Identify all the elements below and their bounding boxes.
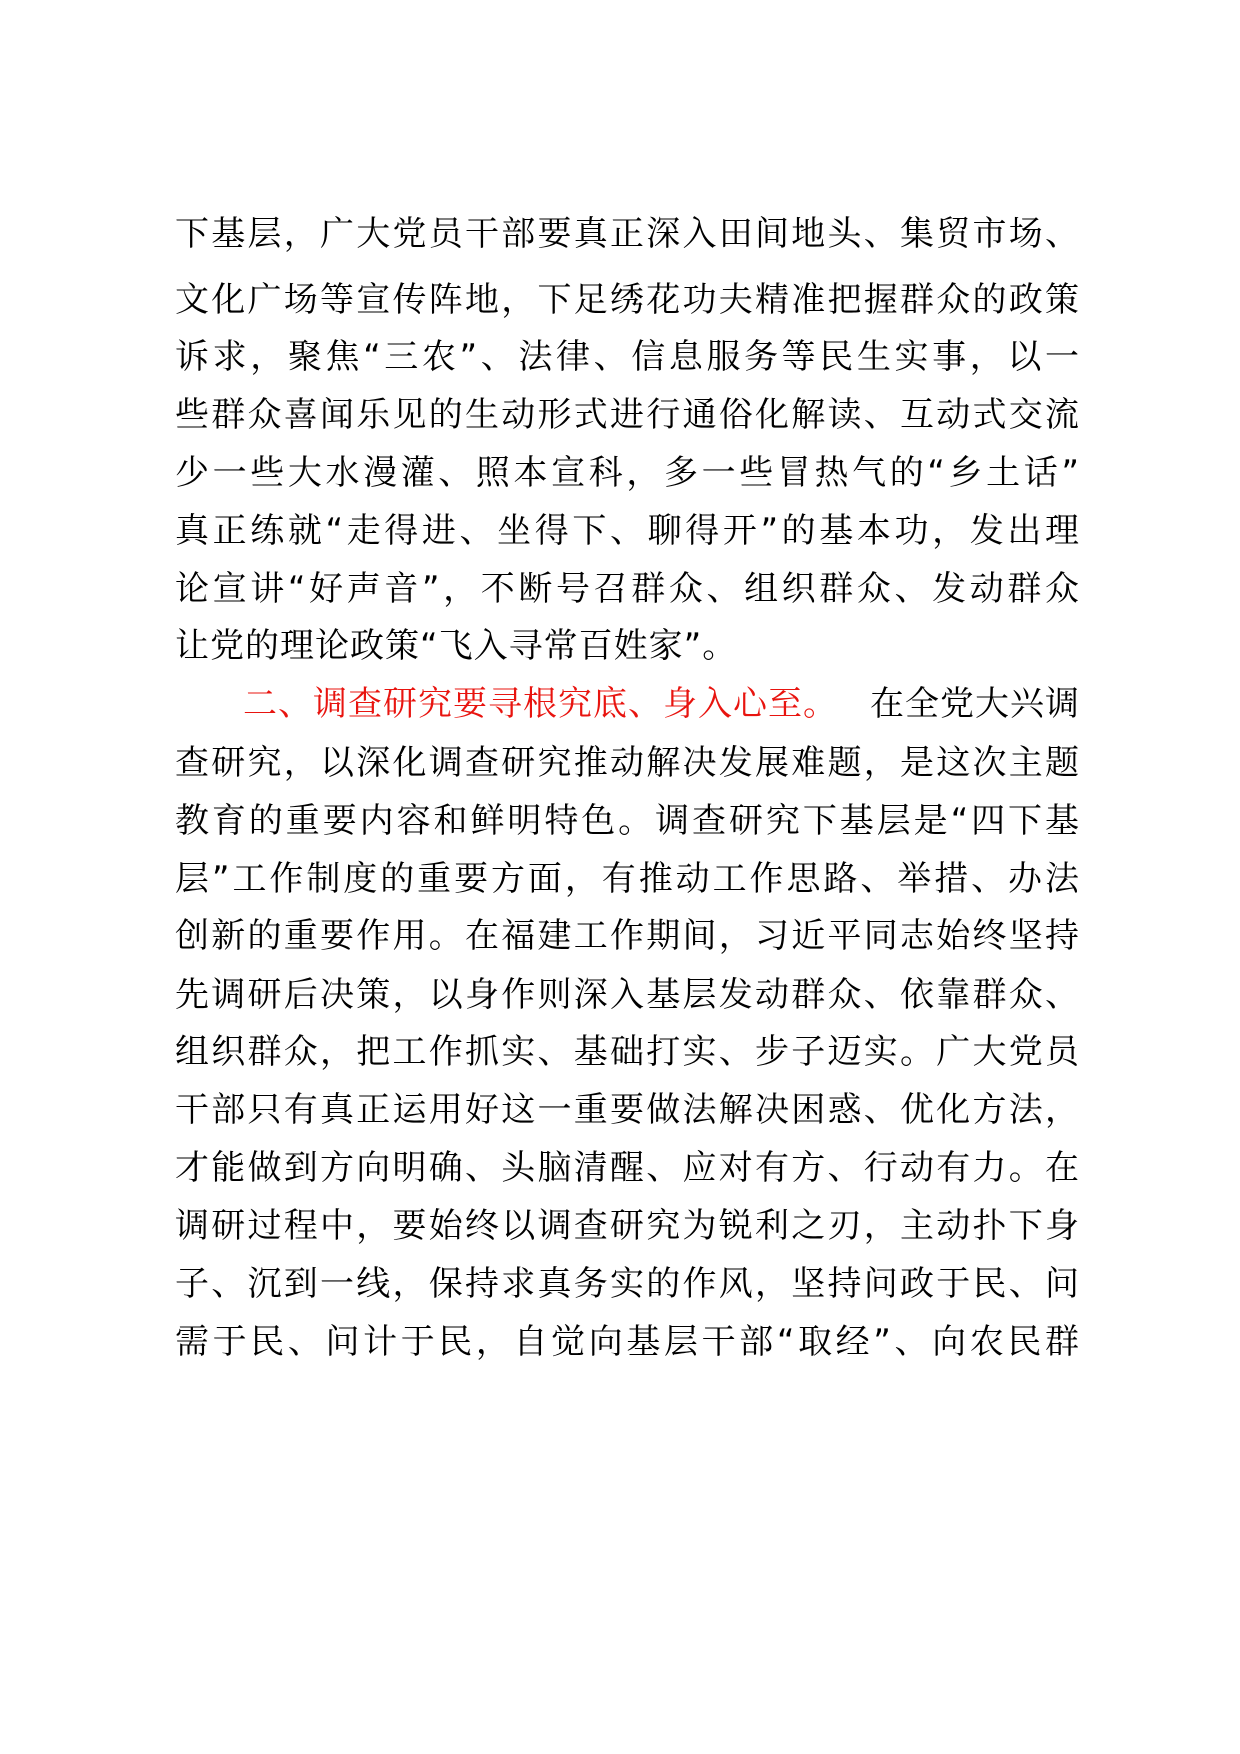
body-line: 少一些大水漫灌、照本宣科，多一些冒热气的“乡土话”	[175, 453, 1080, 493]
body-line: 创新的重要作用。在福建工作期间，习近平同志始终坚持	[175, 916, 1080, 956]
body-line: 真正练就“走得进、坐得下、聊得开”的基本功，发出理	[175, 511, 1080, 551]
section-heading: 二、调查研究要寻根究底、身入心至。	[243, 684, 838, 724]
body-line: 文化广场等宣传阵地，下足绣花功夫精准把握群众的政策	[175, 280, 1080, 320]
body-line: 下基层，广大党员干部要真正深入田间地头、集贸市场、	[175, 214, 1080, 254]
body-line: 先调研后决策，以身作则深入基层发动群众、依靠群众、	[175, 975, 1080, 1015]
body-line: 让党的理论政策“飞入寻常百姓家”。	[175, 626, 738, 666]
body-line: 才能做到方向明确、头脑清醒、应对有方、行动有力。在	[175, 1148, 1080, 1188]
body-line: 子、沉到一线，保持求真务实的作风，坚持问政于民、问	[175, 1264, 1080, 1304]
section-heading-line	[243, 672, 1080, 736]
body-line: 论宣讲“好声音”，不断号召群众、组织群众、发动群众	[175, 569, 1080, 609]
body-line: 需于民、问计于民，自觉向基层干部“取经”、向农民群	[175, 1322, 1080, 1362]
body-line: 些群众喜闻乐见的生动形式进行通俗化解读、互动式交流	[175, 395, 1080, 435]
body-line: 调研过程中，要始终以调查研究为锐利之刃，主动扑下身	[175, 1206, 1080, 1246]
body-line: 组织群众，把工作抓实、基础打实、步子迈实。广大党员	[175, 1032, 1080, 1072]
body-line: 教育的重要内容和鲜明特色。调查研究下基层是“四下基	[175, 801, 1080, 841]
body-line: 层”工作制度的重要方面，有推动工作思路、举措、办法	[175, 859, 1080, 899]
body-line: 诉求，聚焦“三农”、法律、信息服务等民生实事，以一	[175, 337, 1080, 377]
body-line-start: 在全党大兴调	[870, 684, 1080, 724]
body-line: 干部只有真正运用好这一重要做法解决困惑、优化方法，	[175, 1090, 1080, 1130]
body-line: 查研究，以深化调查研究推动解决发展难题，是这次主题	[175, 743, 1080, 783]
